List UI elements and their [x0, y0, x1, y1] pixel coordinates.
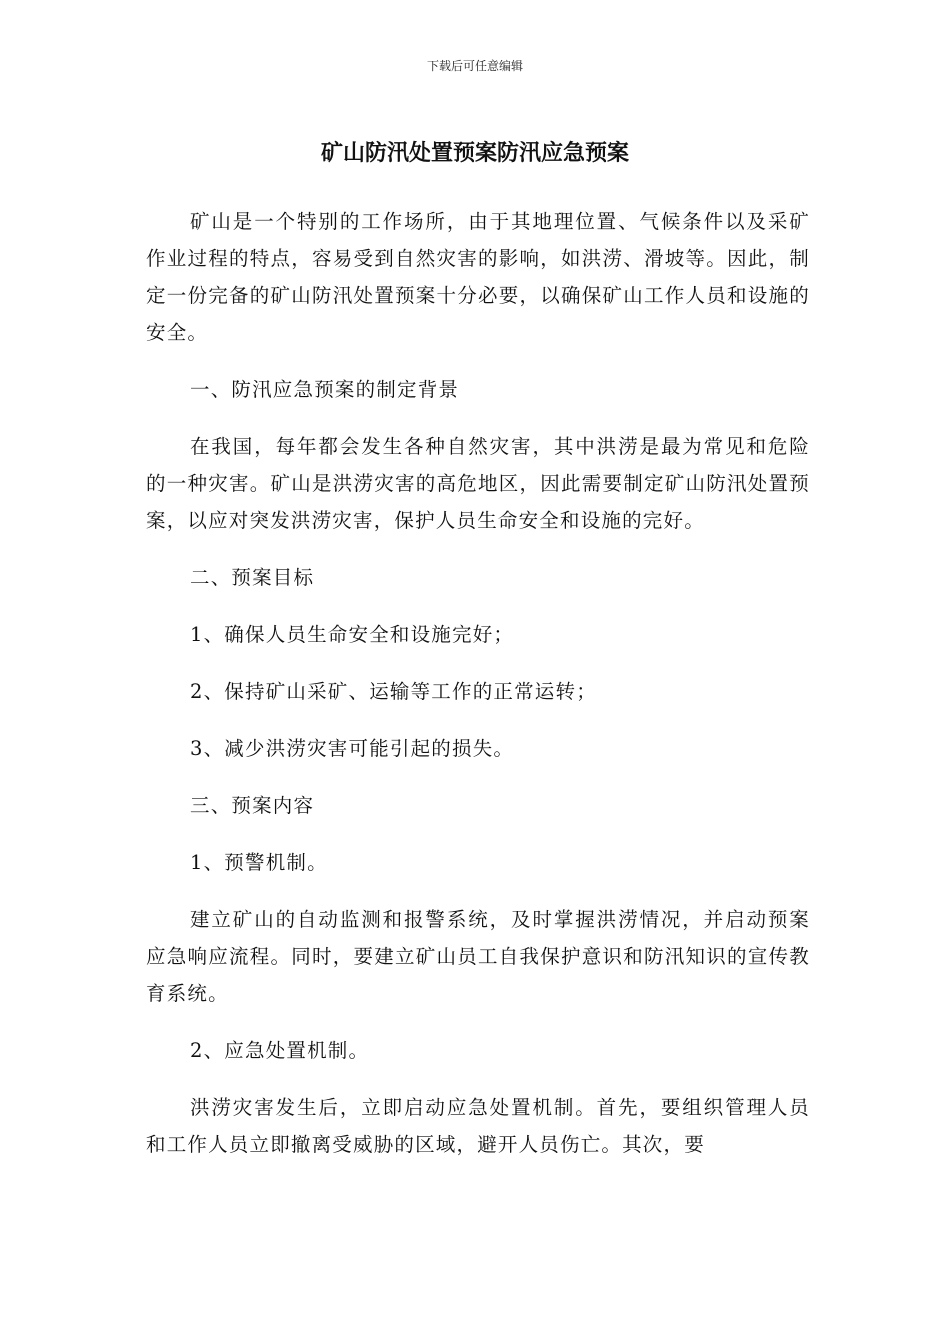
subheading-warning-mechanism: 1、预警机制。: [190, 851, 328, 874]
section-heading-goals: 二、预案目标: [190, 566, 315, 589]
subheading-emergency-mechanism: 2、应急处置机制。: [190, 1039, 370, 1062]
page-header-note: 下载后可任意编辑: [426, 59, 523, 73]
goal-item-2: 2、保持矿山采矿、运输等工作的正常运转；: [190, 680, 597, 703]
document-body: [146, 203, 810, 1183]
goal-item-3: 3、减少洪涝灾害可能引起的损失。: [190, 737, 515, 760]
goal-item-1: 1、确保人员生命安全和设施完好；: [190, 623, 515, 646]
background-paragraph: 在我国，每年都会发生各种自然灾害，其中洪涝是最为常见和危险的一种灾害。矿山是洪涝灾害的高危地区，因此需要制定矿山防汛处置预案，以应对突发洪涝灾害，保护人员生命安全和设施的完好。: [146, 435, 810, 532]
intro-paragraph: 矿山是一个特别的工作场所，由于其地理位置、气候条件以及采矿作业过程的特点，容易受到自然灾害的影响，如洪涝、滑坡等。因此，制定一份完备的矿山防汛处置预案十分必要，以确保矿山工作人员和设施的安全。: [146, 210, 810, 344]
section-heading-background: 一、防汛应急预案的制定背景: [190, 378, 460, 401]
document-title: 矿山防汛处置预案防汛应急预案: [320, 141, 629, 166]
emergency-mechanism-paragraph: 洪涝灾害发生后，立即启动应急处置机制。首先，要组织管理人员和工作人员立即撤离受威胁的区域，避开人员伤亡。其次，要: [146, 1096, 810, 1156]
section-heading-content: 三、预案内容: [190, 794, 315, 817]
warning-mechanism-paragraph: 建立矿山的自动监测和报警系统，及时掌握洪涝情况，并启动预案应急响应流程。同时，要建立矿山员工自我保护意识和防汛知识的宣传教育系统。: [146, 908, 810, 1005]
